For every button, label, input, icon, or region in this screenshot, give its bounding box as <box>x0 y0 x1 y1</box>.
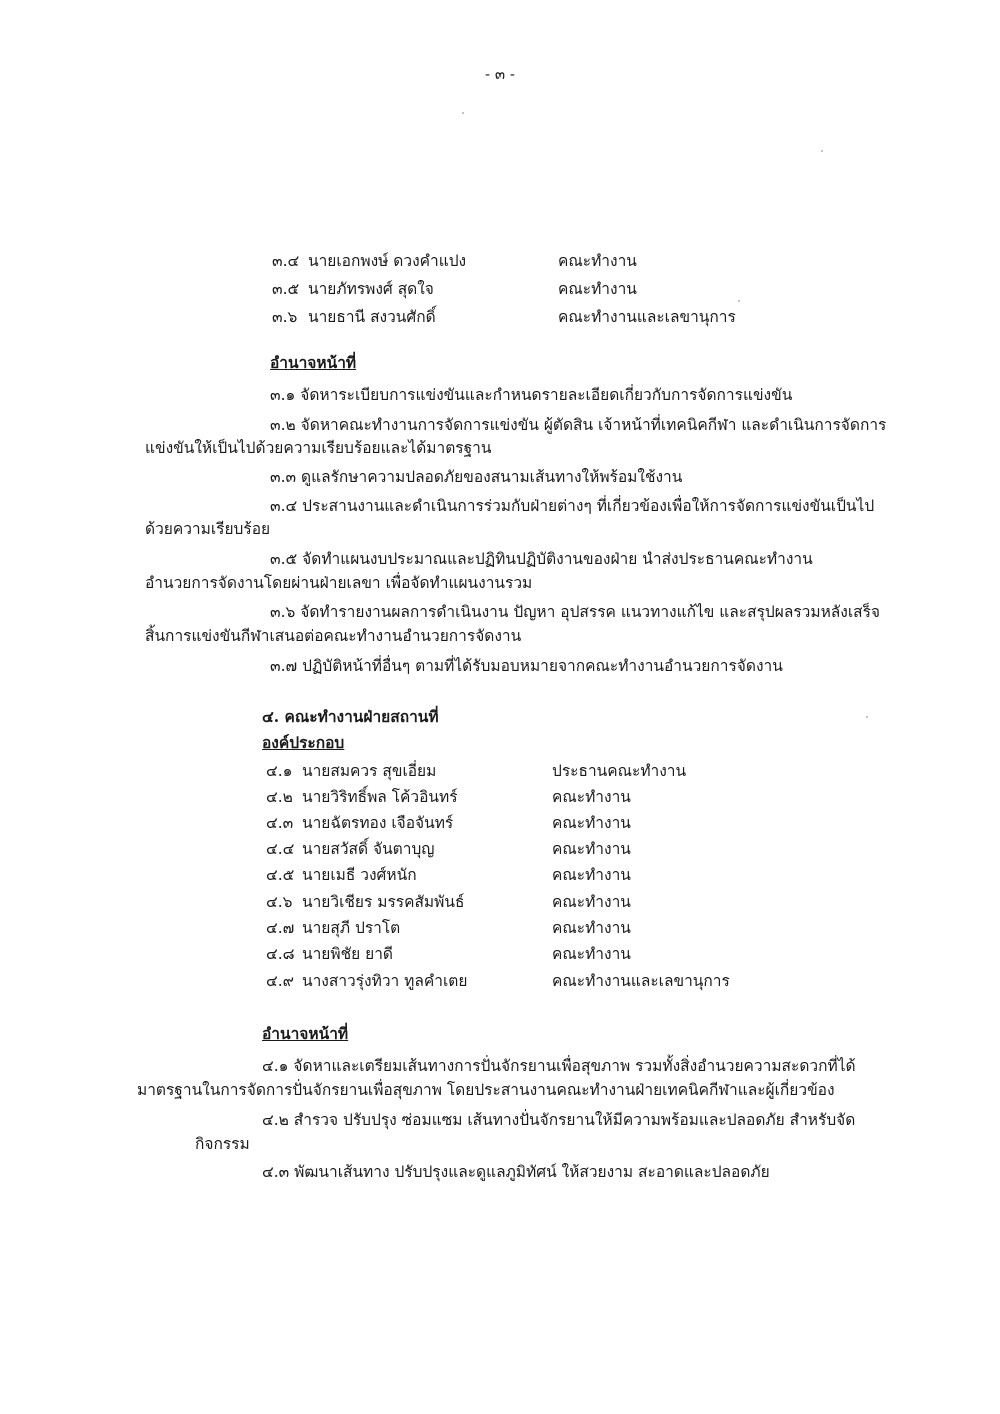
duty-line: ๓.๑ จัดหาระเบียบการแข่งขันและกำหนดรายละเอียดเกี่ยวกับการจัดการแข่งขัน <box>270 386 793 404</box>
member-number: ๔.๖ <box>266 893 293 911</box>
duty-line: ด้วยความเรียบร้อย <box>145 520 271 538</box>
member-role: คณะทำงาน <box>552 945 631 963</box>
member-number: ๓.๖ <box>272 308 298 326</box>
member-number: ๓.๕ <box>272 280 300 298</box>
duty-line: มาตรฐานในการจัดการปั่นจักรยานเพื่อสุขภาพ โดยประสานงานคณะทำงานฝ่ายเทคนิคกีฬาและผู้เกี่ยวข้อง <box>137 1081 835 1099</box>
scan-speck <box>738 300 740 302</box>
member-role: คณะทำงาน <box>552 919 631 937</box>
member-number: ๔.๘ <box>266 945 295 963</box>
scan-speck <box>462 112 464 114</box>
scan-speck <box>821 150 823 152</box>
duty-line: สิ้นการแข่งขันกีฬาเสนอต่อคณะทำงานอำนวยการจัดงาน <box>145 627 522 645</box>
member-name: นายสุภี ปราโต <box>302 919 401 937</box>
member-name: นายภัทรพงศ์ สุดใจ <box>308 280 434 298</box>
duty-line: ๔.๓ พัฒนาเส้นทาง ปรับปรุงและดูแลภูมิทัศน์ ให้สวยงาม สะอาดและปลอดภัย <box>262 1163 770 1181</box>
member-name: นายเมธี วงศ์หนัก <box>302 866 417 884</box>
duty-line: อำนวยการจัดงานโดยผ่านฝ่ายเลขา เพื่อจัดทำแผนงานรวม <box>145 574 533 592</box>
member-role: คณะทำงาน <box>552 893 631 911</box>
member-role: คณะทำงาน <box>552 866 631 884</box>
member-name: นายพิชัย ยาดี <box>302 945 393 963</box>
page-number: - ๓ - <box>485 65 515 83</box>
duty-line: ๔.๒ สำรวจ ปรับปรุง ซ่อมแซม เส้นทางปั่นจักรยานให้มีความพร้อมและปลอดภัย สำหรับจัด <box>262 1111 856 1129</box>
section4-duties-heading: อำนาจหน้าที่ <box>262 1024 349 1043</box>
member-name: นางสาวรุ่งทิวา ทูลคำเตย <box>302 972 468 990</box>
member-role: ประธานคณะทำงาน <box>552 762 687 780</box>
member-role: คณะทำงาน <box>552 788 631 806</box>
member-role: คณะทำงาน <box>558 252 637 270</box>
section3-duties-heading: อำนาจหน้าที่ <box>270 353 357 372</box>
member-name: นายสมควร สุขเอี่ยม <box>302 762 437 780</box>
member-name: นายสวัสดิ์ จันตาบุญ <box>302 840 435 858</box>
member-number: ๔.๗ <box>266 919 295 937</box>
member-role: คณะทำงานและเลขานุการ <box>558 308 736 326</box>
member-name: นายเอกพงษ์ ดวงคำแปง <box>308 252 467 270</box>
member-number: ๔.๑ <box>266 762 293 780</box>
duty-line: ๓.๔ ประสานงานและดำเนินการร่วมกับฝ่ายต่างๆ ที่เกี่ยวข้องเพื่อให้การจัดการแข่งขันเป็นไป <box>270 497 875 515</box>
duty-line: ๓.๓ ดูแลรักษาความปลอดภัยของสนามเส้นทางให้พร้อมใช้งาน <box>270 468 683 486</box>
scan-speck <box>866 716 868 718</box>
duty-line: ๔.๑ จัดหาและเตรียมเส้นทางการปั่นจักรยานเพื่อสุขภาพ รวมทั้งสิ่งอำนวยความสะดวกที่ได้ <box>262 1057 856 1075</box>
duty-line: แข่งขันให้เป็นไปด้วยความเรียบร้อยและได้มาตรฐาน <box>145 439 492 457</box>
section4-title: ๔. คณะทำงานฝ่ายสถานที่ <box>262 707 439 726</box>
member-role: คณะทำงาน <box>552 814 631 832</box>
member-name: นายธานี สงวนศักดิ์ <box>308 308 436 326</box>
member-number: ๓.๔ <box>272 252 300 270</box>
member-number: ๔.๔ <box>266 840 295 858</box>
duty-line: ๓.๗ ปฏิบัติหน้าที่อื่นๆ ตามที่ได้รับมอบหมายจากคณะทำงานอำนวยการจัดงาน <box>270 657 783 675</box>
duty-line: ๓.๕ จัดทำแผนงบประมาณและปฏิทินปฏิบัติงานของฝ่าย นำส่งประธานคณะทำงาน <box>270 550 813 568</box>
member-number: ๔.๕ <box>266 866 295 884</box>
member-role: คณะทำงาน <box>552 840 631 858</box>
member-name: นายวิริทธิ์พล โค้วอินทร์ <box>302 788 458 806</box>
duty-line: ๓.๒ จัดหาคณะทำงานการจัดการแข่งขัน ผู้ตัดสิน เจ้าหน้าที่เทคนิคกีฬา และดำเนินการจัดการ <box>270 416 887 434</box>
member-number: ๔.๓ <box>266 814 294 832</box>
member-name: นายวิเชียร มรรคสัมพันธ์ <box>302 893 465 911</box>
member-number: ๔.๒ <box>266 788 293 806</box>
member-number: ๔.๙ <box>266 972 295 990</box>
section4-composition-heading: องค์ประกอบ <box>262 733 345 752</box>
member-role: คณะทำงาน <box>558 280 637 298</box>
duty-line: กิจกรรม <box>195 1135 250 1153</box>
duty-line: ๓.๖ จัดทำรายงานผลการดำเนินงาน ปัญหา อุปสรรค แนวทางแก้ไข และสรุปผลรวมหลังเสร็จ <box>270 603 881 621</box>
member-name: นายฉัตรทอง เจือจันทร์ <box>302 814 454 832</box>
member-role: คณะทำงานและเลขานุการ <box>552 972 730 990</box>
